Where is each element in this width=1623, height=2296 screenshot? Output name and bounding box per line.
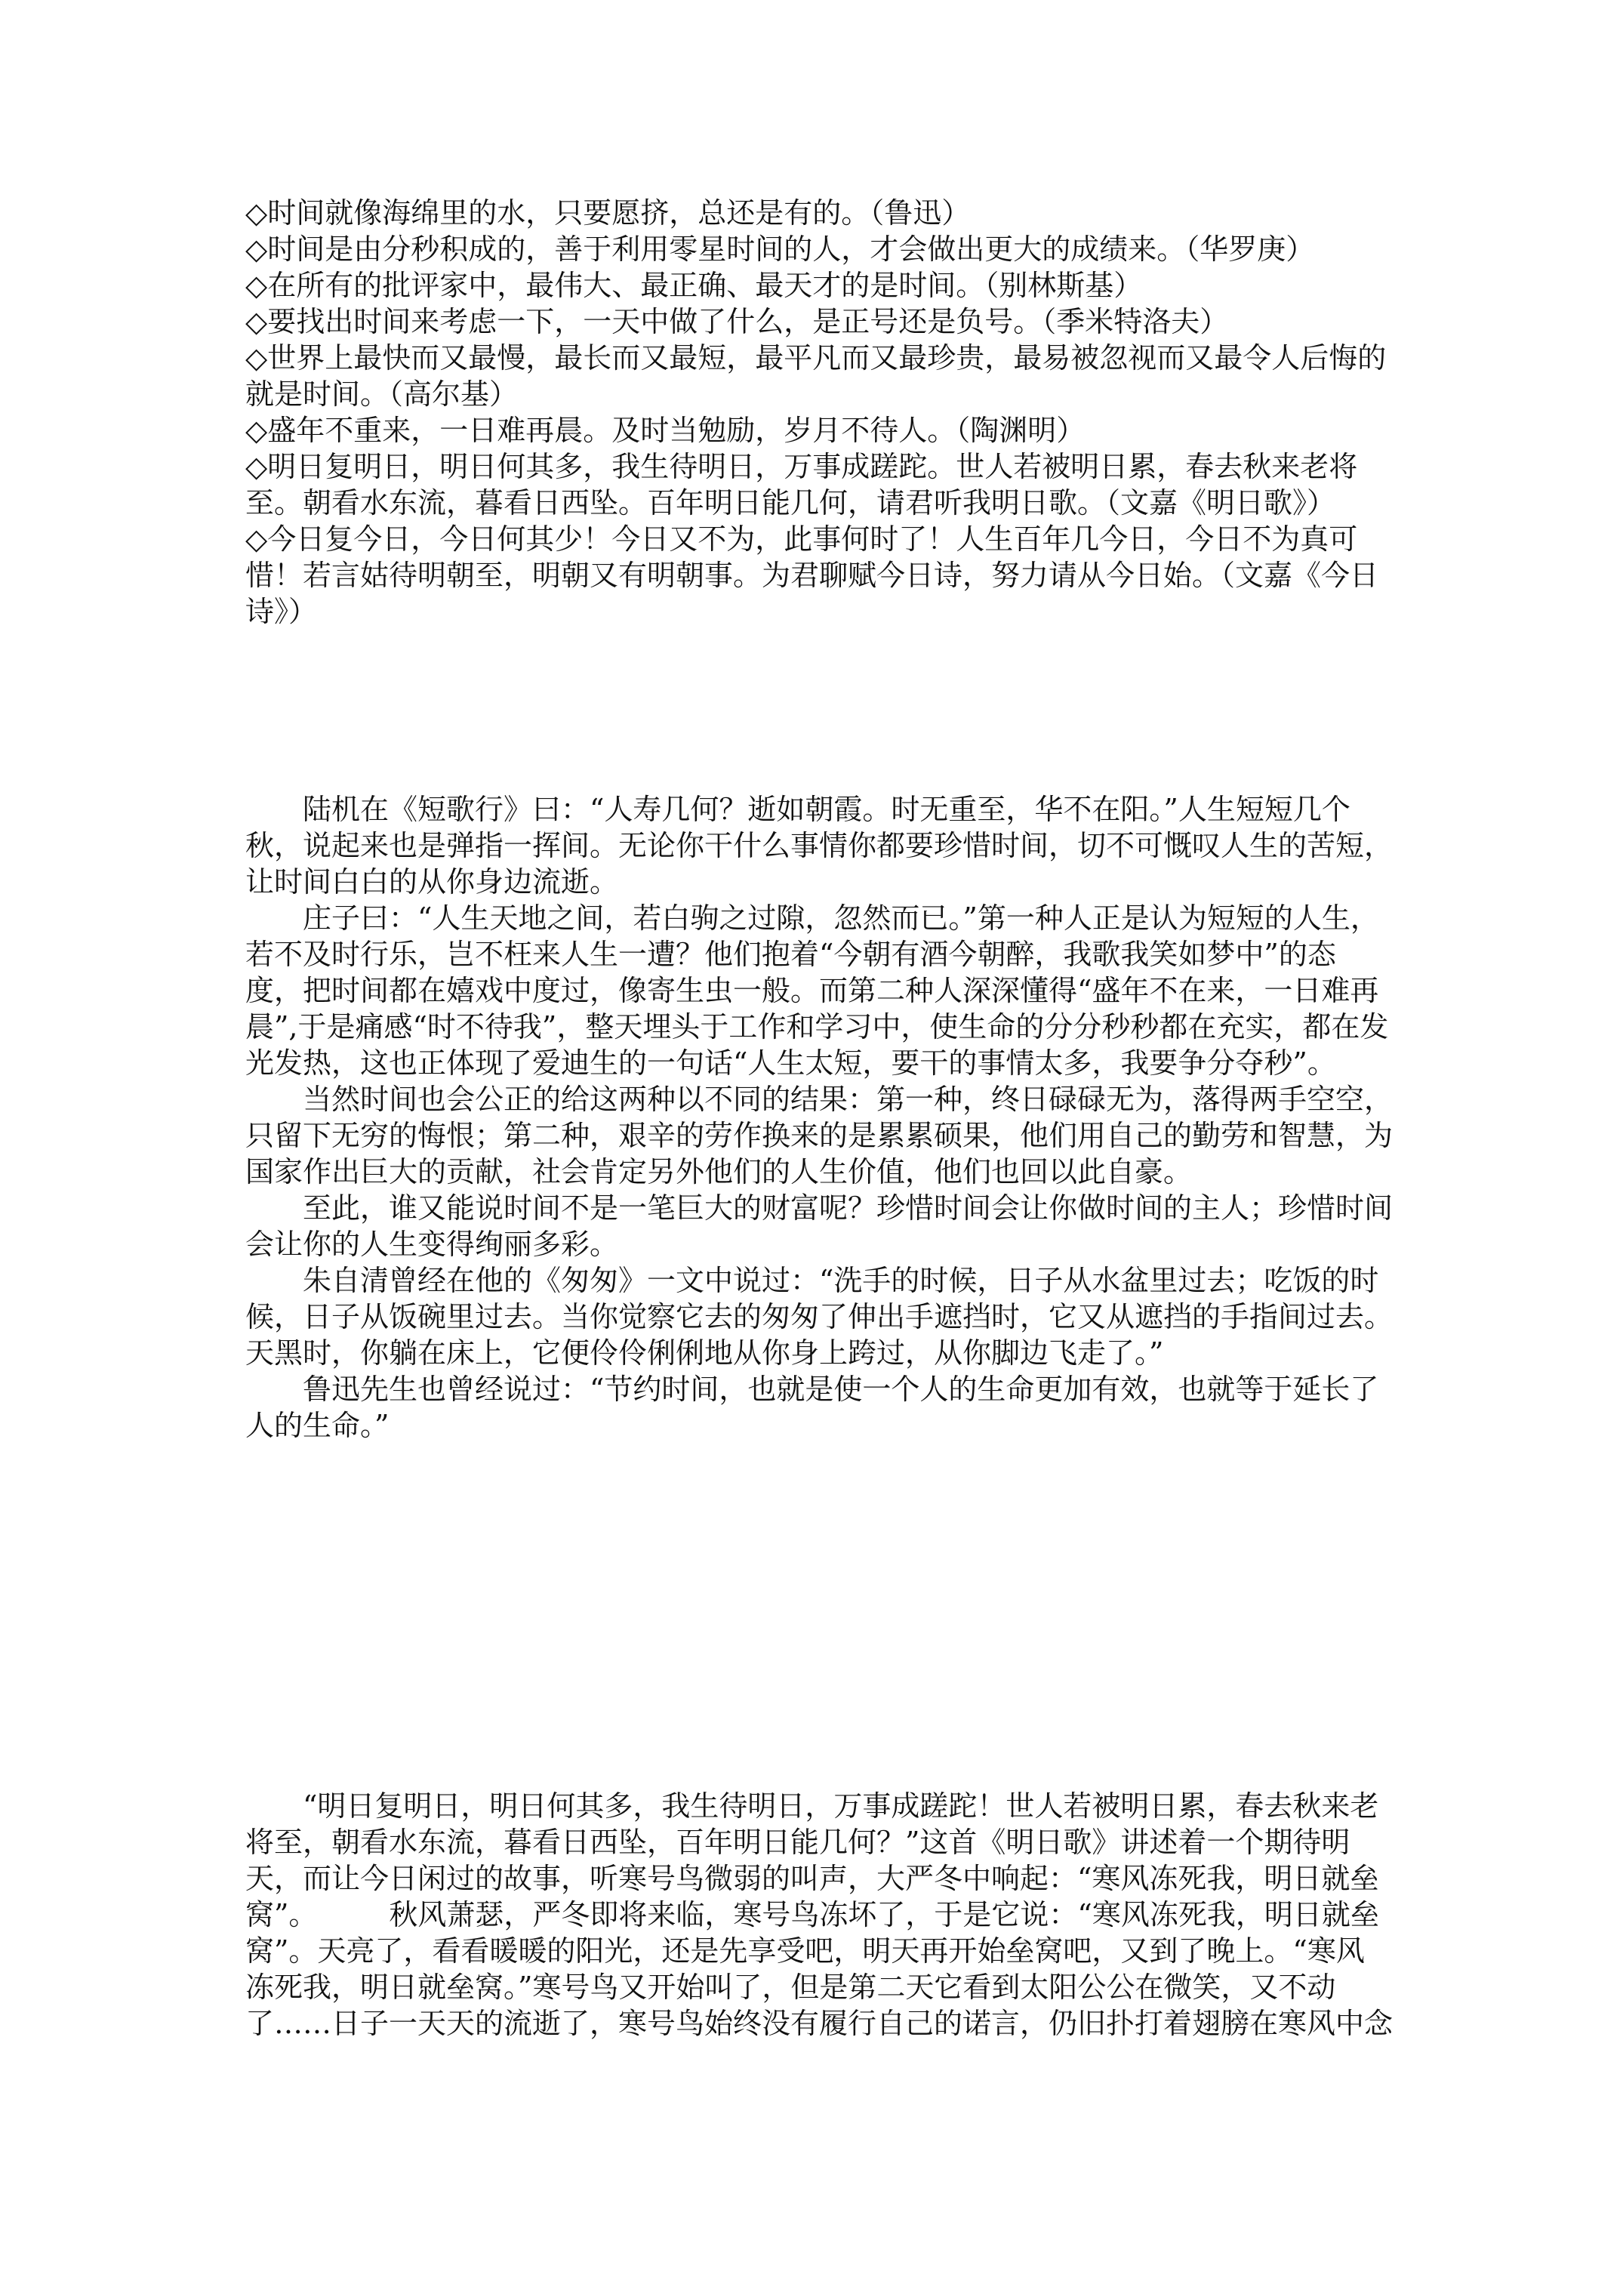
essay-paragraph: 朱自清曾经在他的《匆匆》一文中说过：“洗手的时候，日子从水盆里过去；吃饭的时候，日子从饭碗里过去。当你觉察它去的匆匆了伸出手遮挡时，它又从遮挡的手指间过去。天黑时，你躺在床上，它便伶伶俐俐地从你身上跨过，从你脚边飞走了。” <box>245 1264 1394 1370</box>
quote-item: ◇要找出时间来考虑一下，一天中做了什么，是正号还是负号。（季米特洛夫） <box>245 305 1229 338</box>
quote-item: ◇盛年不重来，一日难再晨。及时当勉励，岁月不待人。（陶渊明） <box>245 414 1086 447</box>
essay-paragraph: 陆机在《短歌行》曰：“人寿几何？逝如朝霞。时无重至，华不在阳。”人生短短几个秋，说起来也是弹指一挥间。无论你干什么事情你都要珍惜时间，切不可慨叹人生的苦短，让时间白白的从你身边流逝。 <box>245 793 1394 898</box>
essay-section <box>245 791 1393 1444</box>
quote-item: ◇明日复明日，明日何其多，我生待明日，万事成蹉跎。世人若被明日累，春去秋来老将至。朝看水东流，暮看日西坠。百年明日能几何，请君听我明日歌。（文嘉《明日歌》） <box>245 450 1358 519</box>
mingri-ge-section <box>245 1788 1393 2042</box>
quote-item: ◇世界上最快而又最慢，最长而又最短，最平凡而又最珍贵，最易被忽视而又最令人后悔的就是时间。（高尔基） <box>245 341 1387 411</box>
essay-paragraph: 至此，谁又能说时间不是一笔巨大的财富呢？珍惜时间会让你做时间的主人；珍惜时间会让你的人生变得绚丽多彩。 <box>245 1191 1394 1261</box>
quote-list <box>245 195 1393 630</box>
quote-item: ◇时间就像海绵里的水，只要愿挤，总还是有的。（鲁迅） <box>245 196 971 230</box>
quote-item: ◇时间是由分秒积成的，善于利用零星时间的人，才会做出更大的成绩来。（华罗庚） <box>245 233 1315 266</box>
tail-paragraph: “明日复明日，明日何其多，我生待明日，万事成蹉跎！世人若被明日累，春去秋来老将至，朝看水东流，暮看日西坠，百年明日能几何？”这首《明日歌》讲述着一个期待明天，而让今日闲过的故事，听寒号鸟微弱的叫声，大严冬中响起：“寒风冻死我，明日就垒窝”。 秋风萧瑟，严冬即将来临，寒号鸟冻坏了，于是它说：“寒风冻死我，明日就垒窝”。天亮了，看看暖暖的阳光，还是先享受吧，明天再开始垒窝吧，又到了晚上。“寒风冻死我，明日就垒窝。”寒号鸟又开始叫了，但是第二天它看到太阳公公在微笑，又不动了……日子一天天的流逝了，寒号鸟始终没有履行自己的诺言，仍旧扑打着翅膀在寒风中念 <box>245 1789 1394 2040</box>
essay-paragraph: 庄子曰：“人生天地之间，若白驹之过隙，忽然而已。”第一种人正是认为短短的人生，若不及时行乐，岂不枉来人生一遭？他们抱着“今朝有酒今朝醉，我歌我笑如梦中”的态度，把时间都在嬉戏中度过，像寄生虫一般。而第二种人深深懂得“盛年不在来，一日难再晨”,于是痛感“时不待我”，整天埋头于工作和学习中，使生命的分分秒秒都在充实，都在发光发热，这也正体现了爱迪生的一句话“人生太短，要干的事情太多，我要争分夺秒”。 <box>245 901 1389 1080</box>
quote-item: ◇在所有的批评家中，最伟大、最正确、最天才的是时间。（别林斯基） <box>245 269 1143 302</box>
essay-paragraph: 当然时间也会公正的给这两种以不同的结果：第一种，终日碌碌无为，落得两手空空，只留下无穷的悔恨；第二种，艰辛的劳作换来的是累累硕果，他们用自己的勤劳和智慧，为国家作出巨大的贡献，社会肯定另外他们的人生价值，他们也回以此自豪。 <box>245 1083 1394 1188</box>
quote-item: ◇今日复今日，今日何其少！今日又不为，此事何时了！人生百年几今日，今日不为真可惜！若言姑待明朝至，明朝又有明朝事。为君聊赋今日诗，努力请从今日始。（文嘉《今日诗》） <box>245 522 1379 628</box>
essay-paragraph: 鲁迅先生也曾经说过：“节约时间，也就是使一个人的生命更加有效，也就等于延长了人的生命。” <box>245 1373 1379 1442</box>
